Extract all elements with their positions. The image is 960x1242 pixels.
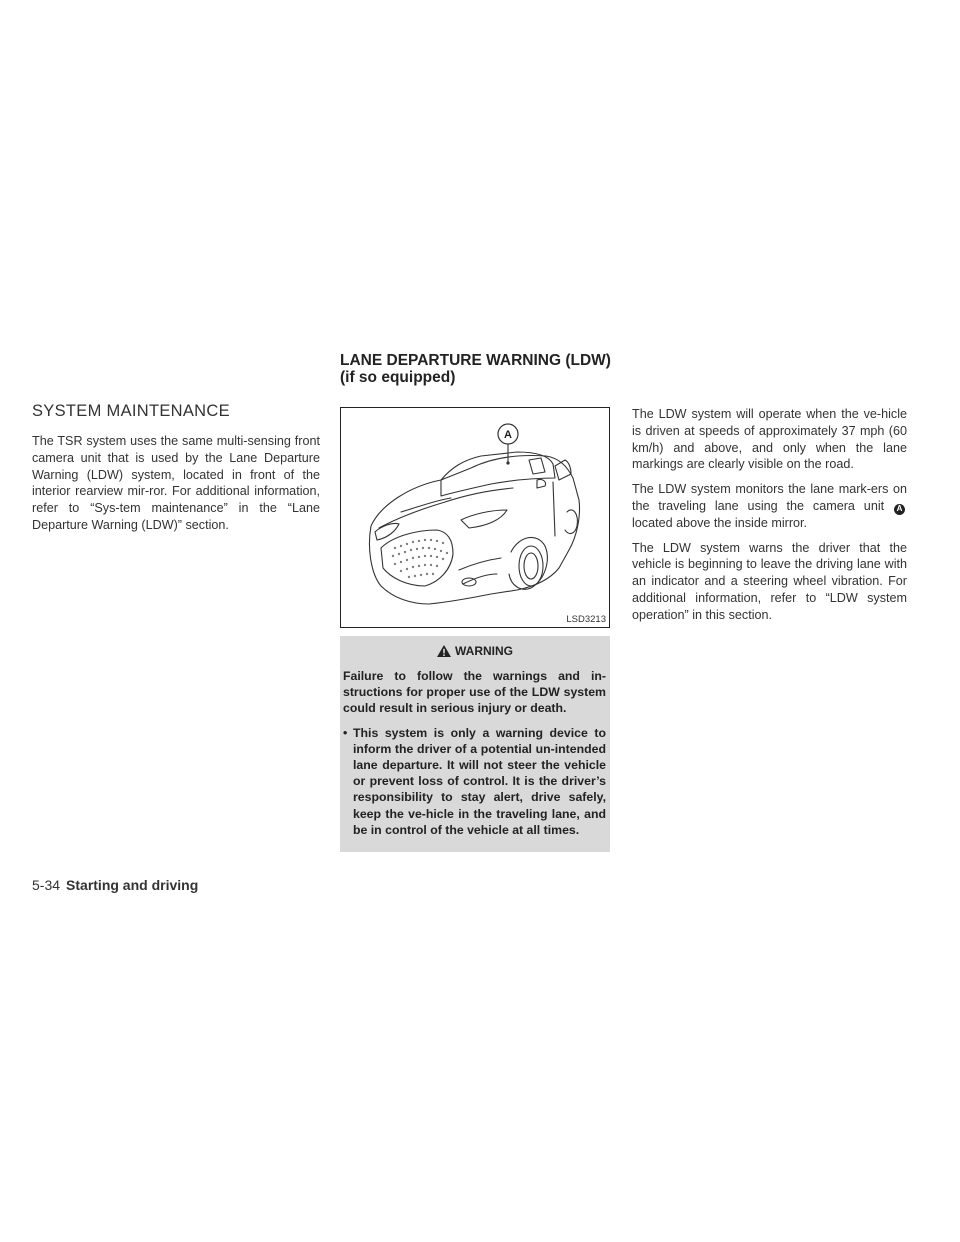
page-number: 5-34: [32, 877, 61, 893]
page-footer: [32, 877, 198, 893]
bullet-dot: •: [343, 725, 348, 740]
warning-text: Failure to follow the warnings and in-structions for proper use of the LDW system could result in serious injury or death.: [343, 669, 606, 716]
warning-bullet: [343, 725, 606, 838]
warning-title: WARNING: [455, 644, 513, 658]
section-heading-system-maintenance: SYSTEM MAINTENANCE: [32, 402, 230, 420]
figure-code: LSD3213: [566, 614, 606, 625]
warning-triangle-icon: [436, 644, 452, 658]
left-column: [32, 402, 320, 542]
warning-bullet-text: This system is only a warning device to inform the driver of a potential un-intended lane departure. It will not steer the vehicle or prevent loss of control. It is the driver’s responsibility to stay alert, drive safely, keep the ve-hicle in the traveling lane, and be in control of the vehicle at all times.: [353, 725, 606, 837]
car-illustration: [341, 408, 609, 627]
ldw-camera-paragraph: [632, 481, 907, 531]
chapter-title: Starting and driving: [66, 877, 199, 893]
callout-marker-a: A: [894, 504, 905, 515]
ldw-operation-paragraph: The LDW system will operate when the ve-hicle is driven at speeds of approximately 37 mph (60 km/h) and above, and only when the lane markings are clearly visible on the road.: [632, 407, 907, 472]
car-illustration-figure: [340, 407, 610, 628]
callout-label-a: A: [504, 429, 512, 441]
system-maintenance-paragraph: The TSR system uses the same multi-sensing front camera unit that is used by the Lane Departure Warning (LDW) system, located in front of the interior rearview mir-ror. For additional information, refer to “Sys-tem maintenance” in the “Lane Departure Warning (LDW)” section.: [32, 434, 320, 532]
warning-box: [340, 636, 610, 852]
right-column: [632, 406, 907, 632]
ldw-camera-text-after: located above the inside mirror.: [632, 515, 808, 530]
ldw-warning-paragraph: The LDW system warns the driver that the vehicle is beginning to leave the driving lane with an indicator and a steering wheel vibration. For additional information, refer to “LDW system operation” in this section.: [632, 540, 907, 622]
ldw-camera-text-before: The LDW system monitors the lane mark-ers on the traveling lane using the camera unit: [632, 482, 907, 513]
warning-title-row: [343, 644, 606, 658]
page-title: LANE DEPARTURE WARNING (LDW) (if so equipped): [340, 352, 611, 386]
